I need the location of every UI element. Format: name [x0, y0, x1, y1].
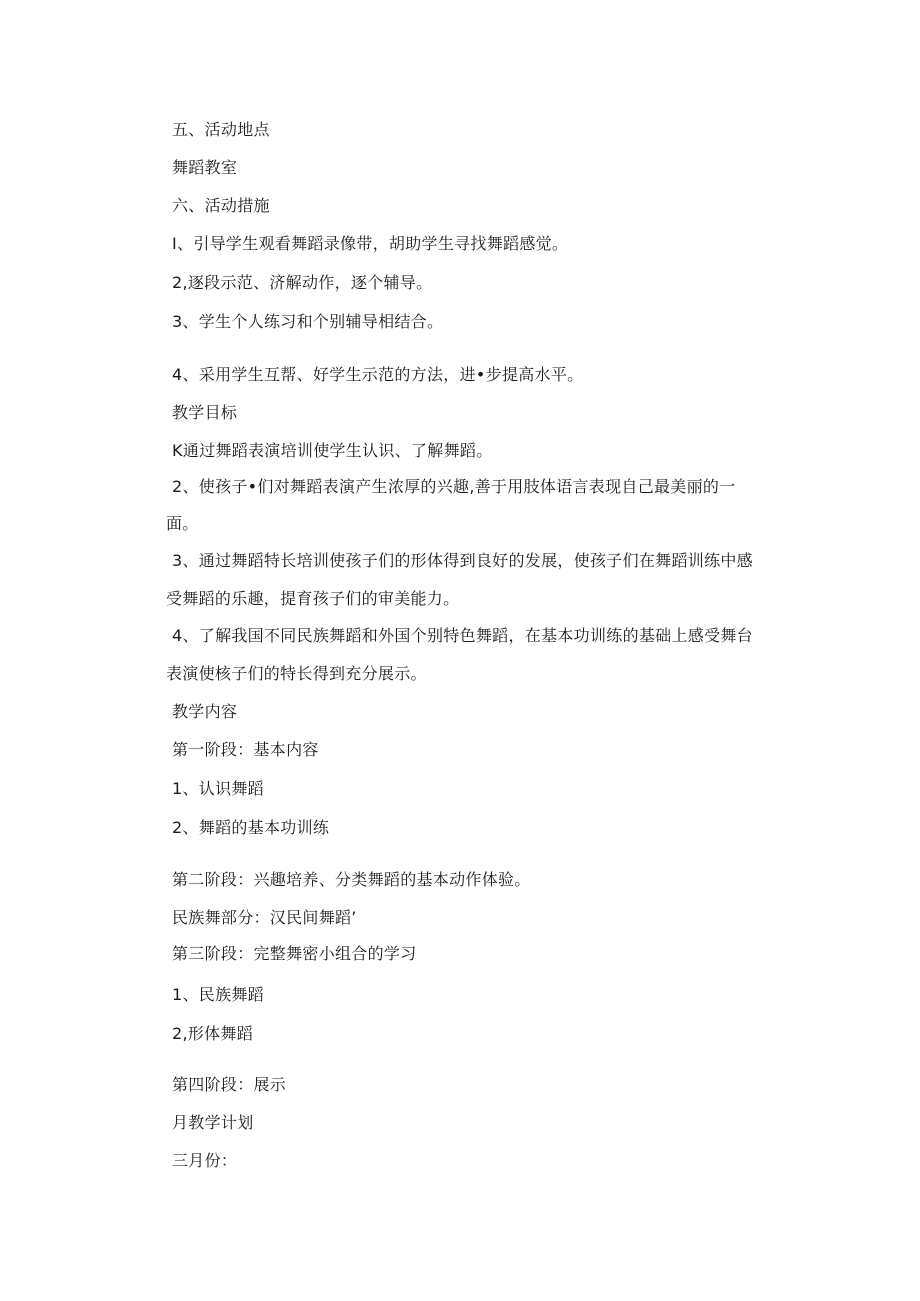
stage-4-heading: 第四阶段：展示	[172, 1075, 287, 1094]
stage-3-heading: 第三阶段：完整舞密小组合的学习	[172, 944, 417, 963]
goal-item-3-line-1: 3、通过舞蹈特长培训使孩子们的形体得到良好的发展，使孩子们在舞蹈训练中感	[172, 551, 753, 570]
stage-3-item-2: 2,形体舞蹈	[172, 1024, 254, 1043]
stage-1-heading: 第一阶段：基本内容	[172, 740, 319, 759]
heading-activity-measures: 六、活动措施	[172, 196, 270, 215]
heading-activity-location: 五、活动地点	[172, 120, 270, 139]
activity-location-text: 舞蹈教室	[172, 158, 238, 177]
measure-item-3: 3、学生个人练习和个别辅导相结合。	[172, 312, 444, 331]
folk-dance-section: 民族舞部分：汉民间舞蹈’	[172, 908, 357, 927]
stage-3-item-1: 1、民族舞蹈	[172, 985, 264, 1004]
stage-1-item-1: 1、认识舞蹈	[172, 779, 264, 798]
measure-item-4: 4、采用学生互帮、好学生示范的方法，进•步提高水平。	[172, 365, 584, 384]
goal-item-3-line-2: 受舞蹈的乐趣，提育孩子们的审美能力。	[166, 589, 460, 608]
goal-item-1: K通过舞蹈表演培训使学生认识、了解舞蹈。	[172, 441, 493, 460]
goal-item-4-line-1: 4、了解我国不同民族舞蹈和外国个别特色舞蹈，在基本功训练的基础上感受舞台	[172, 626, 753, 645]
measure-item-1: I、引导学生观看舞蹈录像带，胡助学生寻找舞蹈感觉。	[172, 234, 569, 253]
measure-item-2: 2,逐段示范、济解动作，逐个辅导。	[172, 273, 433, 292]
march-label: 三月份：	[172, 1151, 238, 1170]
heading-teaching-goals: 教学目标	[172, 403, 238, 422]
goal-item-2-line-2: 面。	[166, 514, 199, 533]
goal-item-4-line-2: 表演使核子们的特长得到充分展示。	[166, 664, 427, 683]
goal-item-2-line-1: 2、使孩子•们对舞蹈表演产生浓厚的兴趣,善于用肢体语言表现自己最美丽的一	[172, 477, 736, 496]
stage-2-heading: 第二阶段：兴趣培养、分类舞蹈的基本动作体验。	[172, 870, 531, 889]
stage-1-item-2: 2、舞蹈的基本功训练	[172, 818, 330, 837]
heading-teaching-content: 教学内容	[172, 702, 238, 721]
monthly-plan-heading: 月教学计划	[172, 1113, 254, 1132]
